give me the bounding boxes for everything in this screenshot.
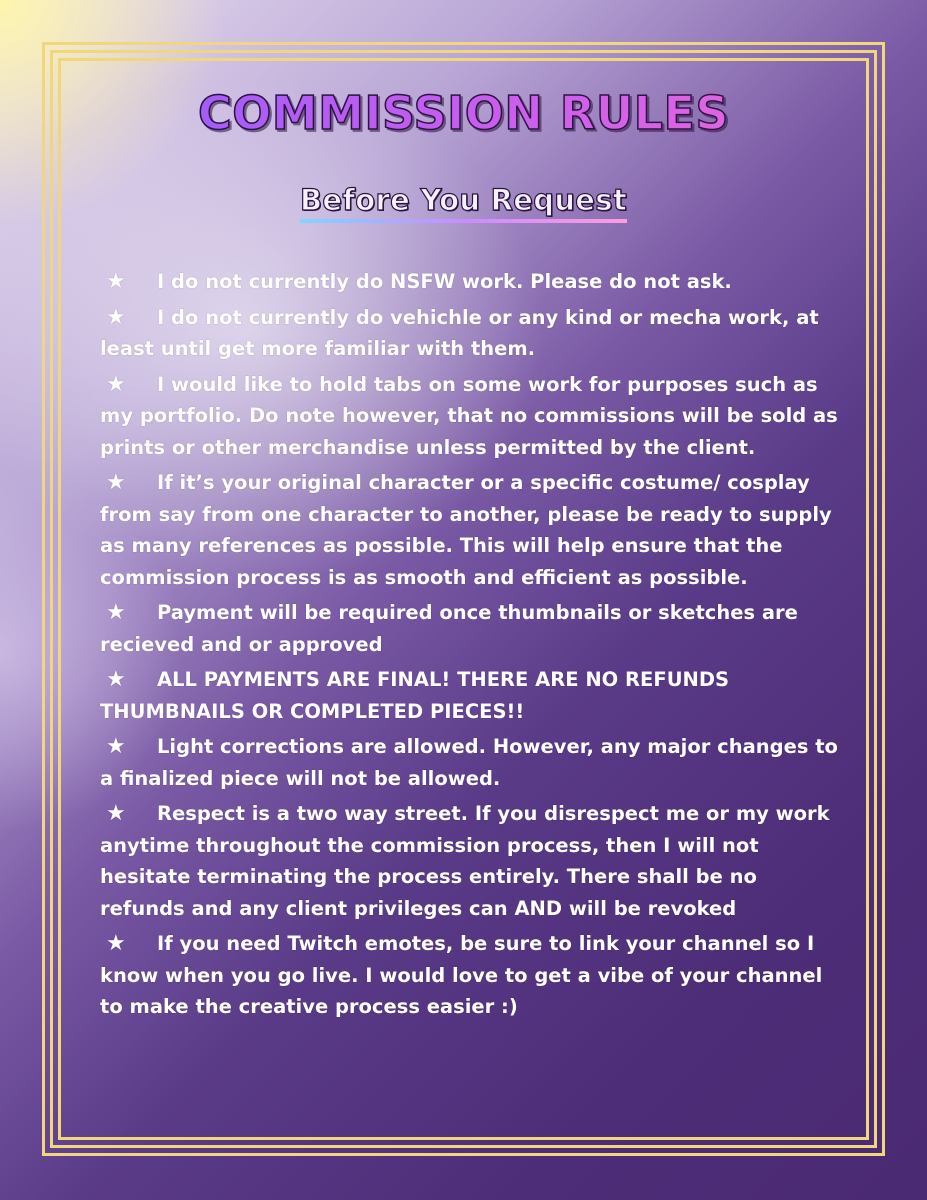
rule-text: I do not currently do vehichle or any kind or mecha work, at least until get more familiar with them. bbox=[100, 305, 819, 360]
star-icon: ★ bbox=[106, 801, 126, 826]
rule-item bbox=[100, 664, 840, 727]
rule-item bbox=[100, 798, 840, 924]
rule-text: Payment will be required once thumbnails or sketches are recieved and or approved bbox=[100, 601, 798, 656]
rule-item bbox=[100, 597, 840, 660]
star-icon: ★ bbox=[106, 269, 126, 294]
rule-item bbox=[100, 731, 840, 794]
star-icon: ★ bbox=[106, 931, 126, 956]
rule-text: ALL PAYMENTS ARE FINAL! THERE ARE NO REFUNDS THUMBNAILS OR COMPLETED PIECES!! bbox=[100, 668, 730, 723]
section-subtitle-wrap bbox=[0, 183, 927, 223]
star-icon: ★ bbox=[106, 600, 126, 625]
rule-text: Respect is a two way street. If you disrespect me or my work anytime throughout the commission process, then I will not hesitate terminating the process entirely. There shall be no refunds and any client privileges can AND will be revoked bbox=[100, 802, 830, 920]
rule-text: I do not currently do NSFW work. Please do not ask. bbox=[157, 270, 732, 293]
section-subtitle: Before You Request bbox=[300, 183, 627, 223]
rule-text: If it’s your original character or a specific costume/ cosplay from say from one character to another, please be ready to supply as many references as possible. This will help ensure that the commission process is as smooth and efficient as possible. bbox=[100, 471, 832, 589]
rule-item bbox=[100, 467, 840, 593]
rule-text: Light corrections are allowed. However, any major changes to a finalized piece will not be allowed. bbox=[100, 735, 838, 790]
rule-item bbox=[100, 928, 840, 1023]
rule-item bbox=[100, 369, 840, 464]
star-icon: ★ bbox=[106, 470, 126, 495]
page-title: COMMISSION RULES bbox=[0, 86, 927, 140]
rule-item bbox=[100, 266, 840, 298]
rule-item bbox=[100, 302, 840, 365]
rules-list bbox=[100, 266, 840, 1027]
rule-text: I would like to hold tabs on some work for purposes such as my portfolio. Do note however, that no commissions will be sold as prints or other merchandise unless permitted by the client. bbox=[100, 372, 838, 459]
rule-text: If you need Twitch emotes, be sure to link your channel so I know when you go live. I would love to get a vibe of your channel to make the creative process easier :) bbox=[100, 932, 823, 1018]
star-icon: ★ bbox=[106, 371, 126, 397]
star-icon: ★ bbox=[106, 734, 126, 759]
star-icon: ★ bbox=[106, 304, 126, 330]
star-icon: ★ bbox=[106, 667, 126, 692]
